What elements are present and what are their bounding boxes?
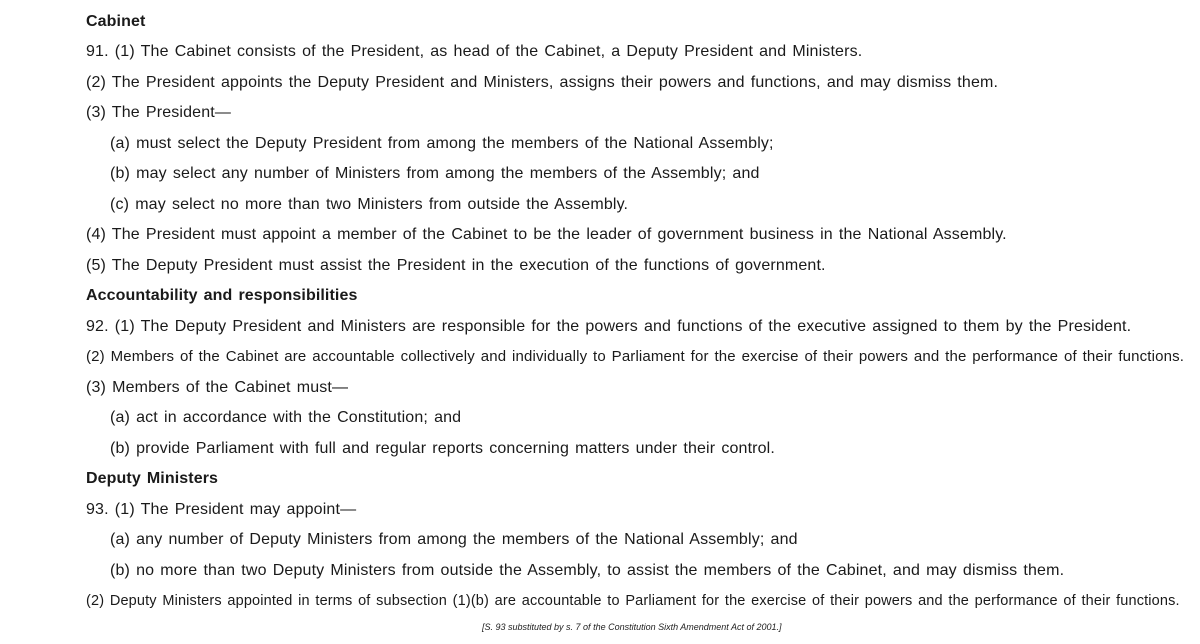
heading-accountability: Accountability and responsibilities (86, 287, 358, 304)
heading-deputy-ministers: Deputy Ministers (86, 470, 219, 487)
section-91-5: (5) The Deputy President must assist the President in the execution of the functions of government. (86, 257, 826, 274)
amendment-footnote: [S. 93 substituted by s. 7 of the Constitution Sixth Amendment Act of 2001.] (482, 622, 782, 632)
section-92-1: 92. (1) The Deputy President and Ministers are responsible for the powers and functions of the executive assigned to them by the President. (86, 318, 1132, 335)
section-92-2: (2) Members of the Cabinet are accountable collectively and individually to Parliament for the exercise of their powers and the performance of their functions. (86, 348, 1185, 365)
section-91-2: (2) The President appoints the Deputy President and Ministers, assigns their powers and functions, and may dismiss them. (86, 74, 999, 91)
section-91-3a: (a) must select the Deputy President from among the members of the National Assembly; (110, 135, 774, 152)
section-93-2: (2) Deputy Ministers appointed in terms of subsection (1)(b) are accountable to Parliament for the exercise of their powers and the performance of their functions. (86, 593, 1180, 609)
section-93-1a: (a) any number of Deputy Ministers from among the members of the National Assembly; and (110, 531, 798, 548)
section-93-1b: (b) no more than two Deputy Ministers from outside the Assembly, to assist the members of the Cabinet, and may dismiss them. (110, 562, 1065, 579)
section-91-3: (3) The President— (86, 104, 232, 121)
section-91-1: 91. (1) The Cabinet consists of the President, as head of the Cabinet, a Deputy President and Ministers. (86, 43, 863, 60)
heading-cabinet: Cabinet (86, 13, 146, 30)
section-92-3a: (a) act in accordance with the Constitution; and (110, 409, 462, 426)
section-91-4: (4) The President must appoint a member of the Cabinet to be the leader of government business in the National Assembly. (86, 226, 1007, 243)
section-91-3b: (b) may select any number of Ministers from among the members of the Assembly; and (110, 165, 760, 182)
section-92-3b: (b) provide Parliament with full and regular reports concerning matters under their control. (110, 440, 775, 457)
section-92-3: (3) Members of the Cabinet must— (86, 379, 349, 396)
section-91-3c: (c) may select no more than two Ministers from outside the Assembly. (110, 196, 629, 213)
section-93-1: 93. (1) The President may appoint— (86, 501, 357, 518)
